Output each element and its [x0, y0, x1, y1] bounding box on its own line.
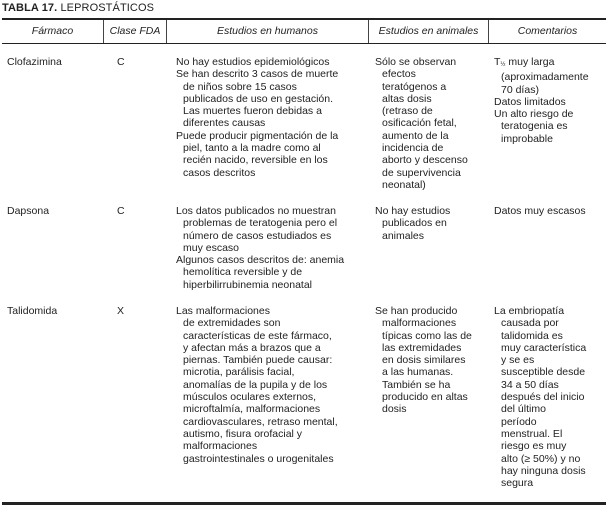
comments-line: (aproximadamente: [501, 71, 589, 84]
table-number: TABLA 17.: [2, 2, 58, 14]
table-title: [2, 2, 154, 14]
drug-name-cell: [7, 205, 49, 217]
animal-studies-line: animales: [382, 229, 425, 242]
comments-line: alto (≥ 50%) y no: [501, 452, 581, 465]
animal-studies-line: También se ha: [382, 378, 451, 391]
comments-line: Datos limitados: [494, 95, 566, 108]
comments-cell: [494, 56, 589, 145]
human-studies-cell: [176, 305, 338, 465]
human-studies-line: piel, tanto a la madre como al: [183, 142, 321, 155]
comments-line: riesgo es muy: [501, 440, 567, 453]
human-studies-line: músculos oculares externos,: [183, 391, 317, 404]
drug-name: Clofazimina: [7, 56, 62, 68]
animal-studies-line: dosis: [382, 403, 407, 416]
comments-line: $T_{\frac{1}{2}}$ muy larga: [494, 56, 555, 68]
human-studies-line: Las muertes fueron debidas a: [183, 105, 322, 118]
human-studies-line: de extremidades son: [183, 317, 281, 330]
animal-studies-line: producido en altas: [382, 391, 468, 404]
comments-line: 34 a 50 días: [501, 378, 559, 391]
comments-line: del último: [501, 403, 546, 416]
header-estudios-animales: Estudios en animales: [378, 25, 479, 37]
comments-line: después del inicio: [501, 391, 585, 404]
human-studies-line: malformaciones: [183, 440, 258, 453]
fda-class: C: [117, 56, 125, 68]
comments-line: muy característica: [501, 341, 587, 354]
header-estudios-humanos: Estudios en humanos: [217, 25, 318, 37]
animal-studies-line: neonatal): [382, 178, 426, 191]
human-studies-line: Las malformaciones: [176, 305, 270, 317]
bottom-rule: [2, 502, 606, 505]
comments-line: hay ninguna dosis: [501, 464, 586, 477]
human-studies-line: gastrointestinales o urogenitales: [183, 452, 334, 465]
human-studies-line: anomalías de la pupila y de los: [183, 378, 328, 391]
animal-studies-line: de supervivencia: [382, 166, 461, 179]
fda-class: C: [117, 205, 125, 217]
fda-class: X: [117, 305, 125, 317]
animal-studies-line: las extremidades: [382, 341, 462, 354]
fda-class-cell: [117, 205, 125, 217]
human-studies-line: diferentes causas: [183, 117, 266, 130]
human-studies-line: número de casos estudiados es: [183, 229, 332, 242]
human-studies-line: de niños sobre 15 casos: [183, 80, 297, 93]
animal-studies-line: (retraso de: [382, 105, 433, 118]
animal-studies-line: teratógenos a: [382, 80, 447, 93]
drug-name-cell: [7, 56, 62, 68]
comments-line: La embriopatía: [494, 305, 565, 317]
table-header: [2, 20, 606, 43]
animal-studies-line: aborto y descenso: [382, 154, 468, 167]
header-farmaco: Fármaco: [31, 25, 74, 37]
human-studies-line: casos descritos: [183, 166, 256, 179]
comments-line: 70 días): [501, 83, 539, 96]
animal-studies-line: publicados en: [382, 217, 447, 230]
human-studies-line: microtia, parálisis facial,: [183, 366, 295, 379]
header-comentarios: Comentarios: [517, 25, 578, 37]
human-studies-line: Puede producir pigmentación de la: [176, 129, 339, 142]
human-studies-line: publicados de uso en gestación.: [183, 92, 334, 105]
animal-studies-line: Se han producido: [375, 305, 458, 317]
human-studies-line: hemolítica reversible y de: [183, 266, 303, 279]
animal-studies-line: Sólo se observan: [375, 56, 457, 68]
human-studies-line: Los datos publicados no muestran: [176, 205, 336, 217]
comments-line: susceptible desde: [501, 366, 586, 379]
fda-class-cell: [117, 305, 124, 317]
human-studies-line: recién nacido, reversible en los: [183, 154, 328, 167]
comments-line: Un alto riesgo de: [494, 108, 574, 121]
comments-line: Datos muy escasos: [494, 205, 586, 217]
animal-studies-line: en dosis similares: [382, 354, 466, 367]
animal-studies-line: incidencia de: [382, 142, 444, 155]
human-studies-line: autismo, fisura orofacial y: [183, 427, 303, 440]
drug-name: Talidomida: [7, 305, 58, 317]
comments-line: causada por: [501, 317, 559, 330]
table-title-text: LEPROSTÁTICOS: [60, 2, 155, 14]
animal-studies-line: a las humanas.: [382, 366, 454, 379]
human-studies-line: muy escaso: [183, 241, 240, 254]
animal-studies-line: altas dosis: [382, 92, 432, 105]
human-studies-line: No hay estudios epidemiológicos: [176, 56, 330, 68]
comments-cell: [494, 305, 586, 489]
animal-studies-line: aumento de la: [382, 129, 449, 142]
comments-line: teratogenia es: [501, 120, 568, 133]
animal-studies-cell: [375, 56, 468, 191]
human-studies-line: cardiovasculares, retraso mental,: [183, 415, 338, 428]
comments-line: y se es: [501, 354, 535, 367]
human-studies-line: hiperbilirrubinemia neonatal: [183, 278, 312, 291]
human-studies-line: Algunos casos descritos de: anemia: [176, 254, 345, 267]
animal-studies-line: No hay estudios: [375, 205, 451, 217]
comments-line: improbable: [501, 132, 553, 145]
comments-line: talidomida es: [501, 329, 563, 342]
animal-studies-cell: [375, 305, 472, 416]
fda-class-cell: [117, 56, 125, 68]
human-studies-line: Se han descrito 3 casos de muerte: [176, 68, 339, 81]
human-studies-cell: [176, 56, 338, 179]
drug-name-cell: [7, 305, 57, 317]
human-studies-line: y afectan más a brazos que a: [183, 341, 321, 354]
header-clase-fda: Clase FDA: [109, 25, 161, 37]
animal-studies-cell: [375, 205, 450, 242]
human-studies-cell: [176, 205, 344, 291]
comments-cell: [494, 205, 586, 217]
human-studies-line: microftalmía, malformaciones: [183, 403, 321, 416]
comments-line: período: [501, 415, 537, 428]
animal-studies-line: efectos: [382, 68, 416, 81]
comments-line: segura: [501, 477, 534, 490]
comments-line: menstrual. El: [501, 427, 563, 440]
human-studies-line: problemas de teratogenia pero el: [183, 217, 338, 230]
drug-name: Dapsona: [7, 205, 50, 217]
animal-studies-line: malformaciones: [382, 317, 457, 330]
animal-studies-line: osificación fetal,: [382, 117, 457, 130]
animal-studies-line: típicas como las de: [382, 329, 472, 342]
header-rule: [2, 43, 606, 44]
human-studies-line: piernas. También puede causar:: [183, 354, 333, 367]
human-studies-line: características de este fármaco,: [183, 329, 332, 342]
